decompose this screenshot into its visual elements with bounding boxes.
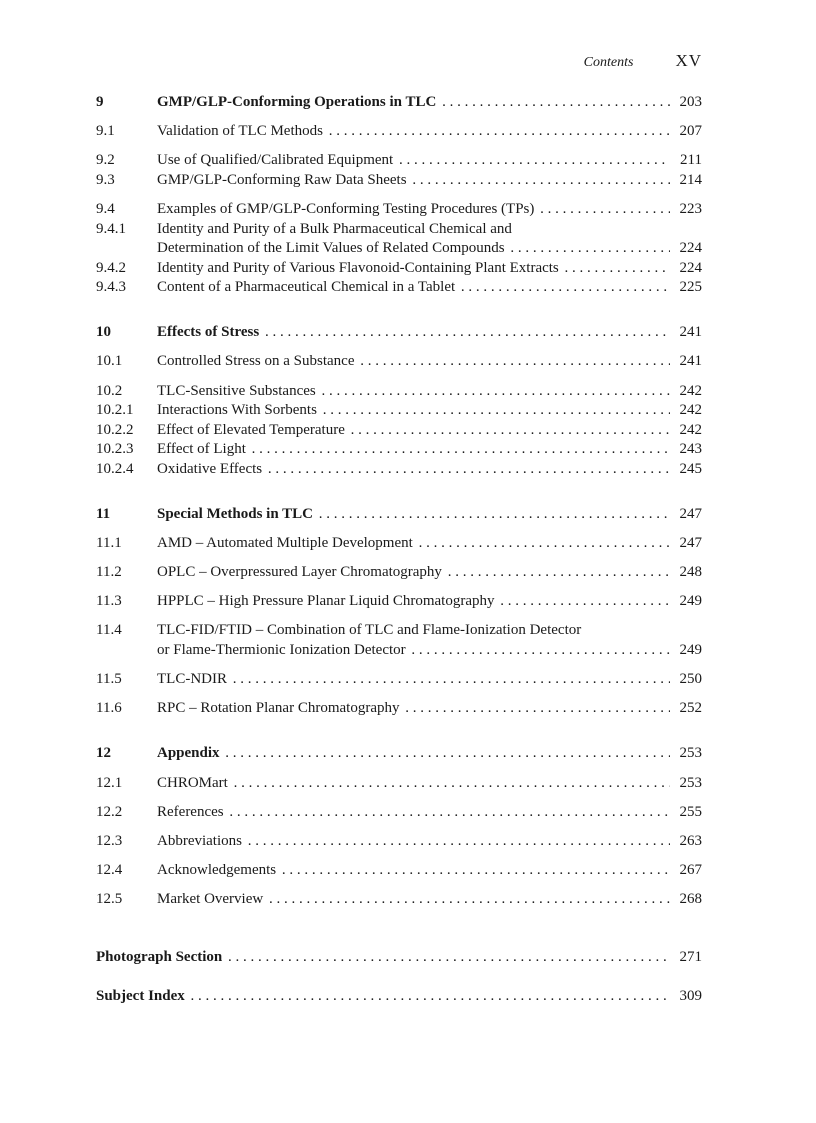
entry-page: 249 — [670, 642, 702, 659]
toc-entry-chapter-12[interactable] — [96, 745, 702, 765]
entry-page: 247 — [670, 506, 702, 523]
toc-entry-continuation[interactable] — [96, 642, 702, 662]
entry-number: 10 — [96, 324, 111, 341]
entry-number: 10.2 — [96, 382, 123, 399]
entry-title: Appendix — [157, 745, 220, 762]
toc-entry[interactable] — [96, 123, 702, 143]
entry-page: 223 — [670, 201, 702, 218]
toc-entry-chapter-11[interactable] — [96, 506, 702, 526]
entry-number: 12.5 — [96, 891, 123, 908]
entry-title: Use of Qualified/Calibrated Equipment — [157, 152, 394, 169]
entry-title: Examples of GMP/GLP-Conforming Testing Procedures (TPs) — [157, 201, 535, 218]
entry-number: 9 — [96, 94, 104, 110]
entry-page: 309 — [670, 988, 702, 1005]
entry-page: 203 — [670, 94, 702, 111]
running-head-page-number: XV — [675, 51, 702, 70]
entry-title: Effect of Elevated Temperature — [157, 421, 345, 438]
entry-page: 267 — [670, 862, 702, 879]
entry-page: 242 — [670, 422, 702, 439]
toc-entry-subject-index[interactable] — [96, 988, 702, 1008]
entry-page: 214 — [670, 172, 702, 189]
entry-page: 271 — [670, 949, 702, 966]
entry-page: 245 — [670, 461, 702, 478]
running-head-title: Contents — [583, 55, 634, 70]
entry-page: 241 — [670, 324, 702, 341]
toc-entry[interactable] — [96, 201, 702, 221]
entry-number: 11.1 — [96, 534, 122, 551]
entry-page: 224 — [670, 260, 702, 277]
toc-entry-photograph-section[interactable] — [96, 949, 702, 969]
toc-entry[interactable] — [96, 353, 702, 373]
entry-title: TLC-Sensitive Substances — [157, 382, 316, 399]
entry-page: 248 — [670, 564, 702, 581]
toc-entry[interactable] — [96, 833, 702, 853]
entry-title: Market Overview — [157, 891, 264, 908]
entry-number: 9.1 — [96, 123, 115, 140]
toc-entry[interactable] — [96, 279, 702, 299]
entry-title: Effect of Light — [157, 441, 246, 458]
entry-number: 9.2 — [96, 152, 115, 169]
entry-title: References — [157, 803, 224, 820]
entry-number: 10.2.4 — [96, 460, 134, 477]
entry-title: or Flame-Thermionic Ionization Detector — [157, 641, 406, 658]
toc-entry[interactable] — [96, 671, 702, 691]
entry-page: 253 — [670, 745, 702, 762]
entry-page: 255 — [670, 804, 702, 821]
entry-page: 250 — [670, 671, 702, 688]
running-head — [96, 51, 702, 71]
entry-title: GMP/GLP-Conforming Raw Data Sheets — [157, 171, 407, 188]
entry-title: Validation of TLC Methods — [157, 123, 323, 140]
entry-number: 9.4 — [96, 201, 115, 218]
entry-title: Identity and Purity of Various Flavonoid-Containing Plant Extracts — [157, 259, 559, 276]
entry-number: 12.3 — [96, 832, 123, 849]
entry-number: 10.2.3 — [96, 441, 134, 458]
entry-title: RPC – Rotation Planar Chromatography — [157, 700, 400, 717]
toc-entry[interactable] — [96, 260, 702, 280]
entry-number: 11.2 — [96, 564, 122, 580]
entry-page: 263 — [670, 833, 702, 850]
entry-number: 12 — [96, 745, 111, 762]
toc-entry[interactable] — [96, 622, 702, 642]
entry-page: 253 — [670, 775, 702, 792]
entry-title: HPPLC – High Pressure Planar Liquid Chromatography — [157, 593, 495, 610]
entry-number: 10.2.1 — [96, 402, 134, 419]
toc-entry[interactable] — [96, 775, 702, 795]
toc-entry[interactable] — [96, 152, 702, 172]
toc-entry[interactable] — [96, 593, 702, 613]
entry-page: 249 — [670, 593, 702, 610]
entry-title: Identity and Purity of a Bulk Pharmaceutical Chemical and — [157, 220, 512, 237]
toc-entry[interactable] — [96, 402, 702, 422]
table-of-contents — [96, 94, 702, 1008]
entry-page: 242 — [670, 383, 702, 400]
toc-entry[interactable] — [96, 700, 702, 720]
entry-title: Content of a Pharmaceutical Chemical in a Tablet — [157, 279, 456, 296]
entry-page: 224 — [670, 240, 702, 257]
toc-entry[interactable] — [96, 441, 702, 461]
entry-number: 11.3 — [96, 593, 122, 610]
toc-entry[interactable] — [96, 172, 702, 192]
entry-number: 10.2.2 — [96, 421, 134, 438]
entry-number: 11.5 — [96, 671, 122, 688]
toc-entry-chapter-9[interactable] — [96, 94, 702, 114]
entry-page: 268 — [670, 891, 702, 908]
toc-entry-continuation[interactable] — [96, 240, 702, 260]
entry-title: Abbreviations — [157, 832, 242, 849]
entry-number: 9.4.1 — [96, 220, 126, 237]
entry-title: Determination of the Limit Values of Related Compounds — [157, 240, 505, 257]
entry-title: Subject Index — [96, 988, 185, 1005]
entry-title: CHROMart — [157, 774, 228, 791]
toc-entry[interactable] — [96, 535, 702, 555]
entry-title: Controlled Stress on a Substance — [157, 353, 355, 370]
entry-number: 11 — [96, 505, 111, 522]
entry-title: TLC-NDIR — [157, 671, 227, 688]
entry-title: Acknowledgements — [157, 862, 277, 879]
entry-title: Effects of Stress — [157, 324, 260, 341]
entry-title: GMP/GLP-Conforming Operations in TLC — [157, 94, 437, 110]
entry-page: 225 — [670, 279, 702, 296]
toc-entry[interactable] — [96, 221, 702, 241]
toc-entry-chapter-10[interactable] — [96, 324, 702, 344]
toc-entry[interactable] — [96, 461, 702, 481]
entry-page: 252 — [670, 700, 702, 717]
entry-number: 12.1 — [96, 774, 123, 791]
entry-number: 9.4.2 — [96, 259, 126, 276]
entry-number: 11.4 — [96, 622, 122, 639]
entry-page: 207 — [670, 123, 702, 140]
toc-entry[interactable] — [96, 804, 702, 824]
entry-number: 11.6 — [96, 700, 122, 717]
entry-title: Oxidative Effects — [157, 460, 263, 477]
entry-title: AMD – Automated Multiple Development — [157, 534, 413, 551]
entry-page: 243 — [670, 441, 702, 458]
entry-title: Interactions With Sorbents — [157, 402, 317, 419]
entry-page: 241 — [670, 353, 702, 370]
entry-number: 12.2 — [96, 803, 123, 820]
entry-number: 9.3 — [96, 171, 115, 188]
toc-entry[interactable] — [96, 891, 702, 911]
toc-entry[interactable] — [96, 383, 702, 403]
entry-title: TLC-FID/FTID – Combination of TLC and Flame-Ionization Detector — [157, 622, 582, 639]
entry-title: Photograph Section — [96, 949, 223, 966]
entry-title: OPLC – Overpressured Layer Chromatography — [157, 564, 442, 580]
toc-entry[interactable] — [96, 862, 702, 882]
entry-number: 12.4 — [96, 862, 123, 879]
entry-page: 211 — [670, 152, 702, 169]
toc-entry[interactable] — [96, 422, 702, 442]
entry-page: 242 — [670, 402, 702, 419]
entry-number: 9.4.3 — [96, 279, 126, 296]
entry-number: 10.1 — [96, 353, 123, 370]
toc-entry[interactable] — [96, 564, 702, 584]
entry-page: 247 — [670, 535, 702, 552]
entry-title: Special Methods in TLC — [157, 505, 313, 522]
